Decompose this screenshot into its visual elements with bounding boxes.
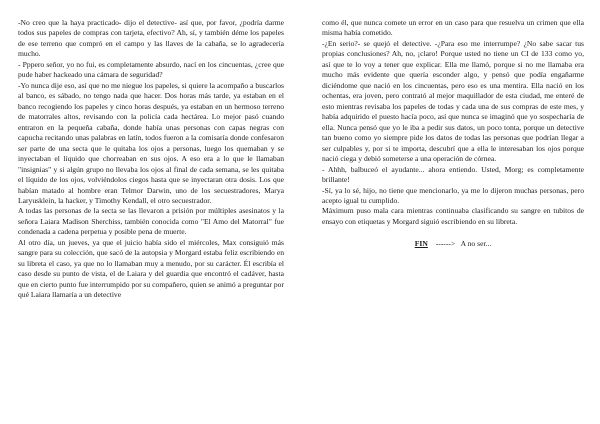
paragraph: - Ahhh, balbuceó el ayudante... ahora entiendo. Usted, Morg; es completamente brillante! bbox=[322, 164, 584, 185]
paragraph: - Pppero señor, yo no fui, es completamente absurdo, nací en los cincuentas, ¿cree que pude haber hackeado una cámara de seguridad? bbox=[18, 59, 284, 80]
arrow-icon: ------> bbox=[435, 239, 456, 249]
paragraph: como él, que nunca comete un error en un caso para que resuelva un crimen que ella misma había cometido. bbox=[322, 18, 584, 38]
paragraph: A todas las personas de la secta se las llevaron a prisión por múltiples asesinatos y la señora Laiara Madison Sherchiss, también conocida como "El Amo del Matorral" fue condenada a cadena perpetua y posible pena de muerte. bbox=[18, 206, 284, 237]
paragraph: Máximum puso mala cara mientras continuaba clasificando su sangre en tubitos de ensayo con etiquetas y Morgard siguió escribiendo en su libreta. bbox=[322, 206, 584, 226]
paragraph: -No creo que la haya practicado- dijo el detective- así que, por favor, ¿podría darme todos sus papeles de compras con tarjeta, efectivo? Ah, sí, y también déme los papeles de ese terreno que compró en el campo y las llaves de la cabaña, se lo agradecería mucho. bbox=[18, 18, 284, 59]
paragraph: -¿En serio?- se quejó el detective. -¿Para eso me interrumpe? ¿No sabe sacar tus propias conclusiones? Ah, no, ¡claro! Porque usted no tiene un CI de 133 como yo, así que te lo voy a tener que explicar. Ella me llamó, porque si no me llamaba era mucho más evidente que quería esconder algo, y pensó que podía engañarme diciéndome que nació en los cincuentas, pero eso es una mentira. Ella nació en los ochentas, era joven, pero contrató al mejor maquillador de esta ciudad, me enteré de esto mientras revisaba los papeles de todas y cada una de sus compras de este mes, y había adquirido el puesto hacía poco, así que nunca se imaginó que yo sospecharía de ella. Nunca pensó que yo le iba a pedir sus datos, un poco tonta, porque un detective tan bueno como yo siempre pide los datos de todas las personas que podrían llegar a ser culpables y, por si te importa, descubrí que a ella le interesaban los ojos porque nació ciega y debió someterse a una operación de córnea. bbox=[322, 38, 584, 164]
paragraph: -Yo nunca dije eso, así que no me niegue los papeles, si quiere la acompaño a buscarlos al banco, es sábado, no tengo nada que hacer. Dos horas más tarde, ya estaban en el banco recogiendo los papeles y cinco horas después, ya estaban en un hermoso terreno de matorrales altos, revisando con la policía cada hectárea. Lo mejor pasó cuando entraron en la pequeña cabaña, donde había unas personas con capas negras con capucha recitando unas palabras en latín, todos fueron a la comisaría donde confesaron ser parte de una secta que le quitaba los ojos a personas, luego los quemaban y se inyectaban el líquido que chorreaban en sus ojos. A eso era a lo que le llamaban "insignias" y si algún grupo no llevaba los ojos al final de cada semana, se les quitaba el líquido de los ojos, volviéndolos ciegos hasta que se inyectaran otra dosis. Los que habían matado al hombre eran Telmor Darwin, uno de los secuestradores, Marya Laryusklein, la hacker, y Timothy Kendall, el otro secuestrador. bbox=[18, 80, 284, 205]
fin-label: FIN bbox=[414, 239, 428, 249]
paragraph: Al otro día, un jueves, ya que el juicio había sido el miércoles, Max consiguió más sangre para su colección, que sacó de la autopsia y Morgard estaba feliz escribiendo en su libreta el caso, ya que no lo llamaban muy a menudo, por su carácter. Él escribía el caso desde su punto de vista, el de Laiara y del guardia que encontró el cadáver, hasta que en cierto punto fue interrumpido por su compañero, quien se animó a preguntar por qué Laiara llamaría a un detective bbox=[18, 237, 284, 300]
right-page-column bbox=[322, 18, 584, 250]
left-page-column bbox=[18, 18, 284, 301]
paragraph: -Sí, ya lo sé, hijo, no tiene que mencionarlo, ya me lo dijeron muchas personas, pero acepto igual tu cumplido. bbox=[322, 185, 584, 205]
teaser-text: A no ser... bbox=[460, 239, 492, 249]
end-note bbox=[322, 239, 584, 249]
